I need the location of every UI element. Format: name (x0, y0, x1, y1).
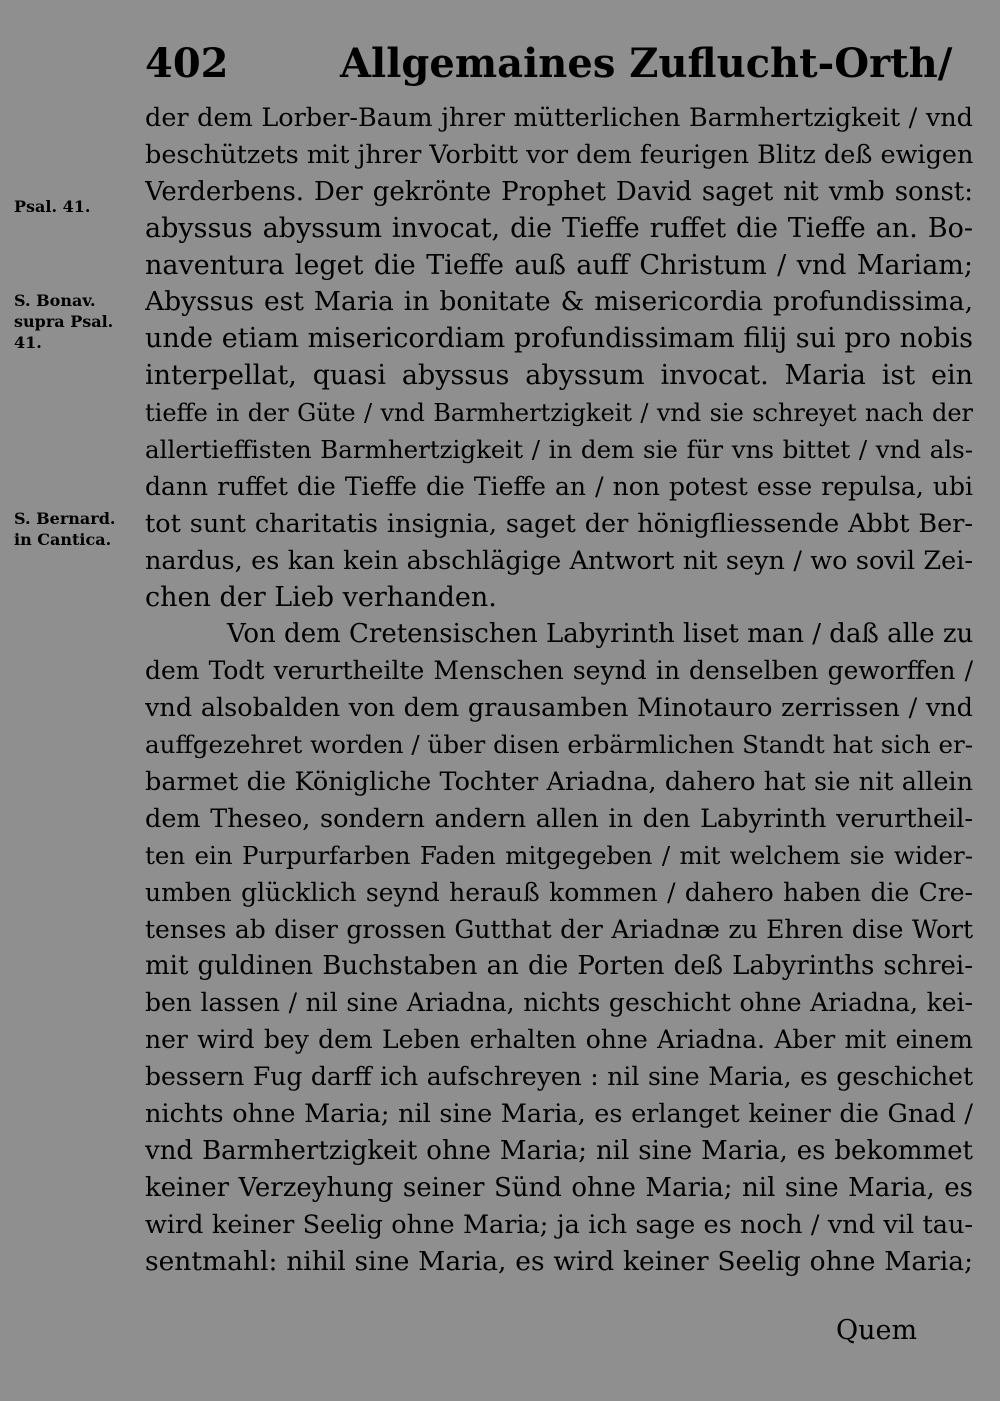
running-title: Allgemaines Zuflucht-Orth/ (340, 40, 953, 87)
text-line: keiner Verzeyhung seiner Sünd ohne Maria; nil sine Maria, es (145, 1172, 973, 1203)
text-line: ten ein Purpurfarben Faden mitgegeben / mit welchem sie wider- (145, 840, 973, 870)
text-line: umben glücklich seynd herauß kommen / dahero haben die Cre- (145, 877, 973, 907)
text-line: sentmahl: nihil sine Maria, es wird keiner Seelig ohne Maria; (145, 1245, 973, 1277)
text-line: ben lassen / nil sine Ariadna, nichts geschicht ohne Ariadna, kei- (145, 988, 973, 1018)
text-line: vnd Barmhertzigkeit ohne Maria; nil sine Maria, es bekommet (145, 1135, 973, 1166)
text-line: der dem Lorber-Baum jhrer mütterlichen Barmhertzigkeit / vnd (145, 103, 973, 133)
text-line: bessern Fug darff ich aufschreyen : nil sine Maria, es geschichet (145, 1062, 973, 1092)
text-line: allertieffisten Barmhertzigkeit / in dem sie für vns bittet / vnd als- (145, 435, 973, 465)
text-line: naventura leget die Tieffe auß auff Christum / vnd Mariam; (145, 249, 973, 281)
text-line: unde etiam misericordiam profundissimam filij sui pro nobis (145, 323, 973, 355)
text-line: tot sunt charitatis insignia, saget der hönigfliessende Abbt Ber- (145, 508, 973, 539)
catchword: Quem (836, 1315, 918, 1346)
text-line: abyssus abyssum invocat, die Tieffe ruffet die Tieffe an. Bo- (145, 212, 973, 244)
text-line: tieffe in der Güte / vnd Barmhertzigkeit / vnd sie schreyet nach der (145, 399, 973, 428)
text-line: tenses ab diser grossen Gutthat der Ariadnæ zu Ehren dise Wort (145, 914, 973, 944)
text-line: mit guldinen Buchstaben an die Porten deß Labyrinths schrei- (145, 951, 973, 982)
text-line: dem Todt verurtheilte Menschen seynd in denselben geworffen / (145, 656, 973, 686)
margin-note-bonaventura: S. Bonav. supra Psal. 41. (14, 291, 114, 352)
text-line: auffgezehret worden / über disen erbärmlichen Standt hat sich er- (145, 730, 973, 760)
page-number: 402 (145, 40, 229, 87)
text-line: vnd alsobalden von dem grausamben Minotauro zerrissen / vnd (145, 693, 973, 724)
text-line: interpellat, quasi abyssus abyssum invocat. Maria ist ein (145, 360, 973, 392)
text-line: beschützets mit jhrer Vorbitt vor dem feurigen Blitz deß ewigen (145, 139, 973, 170)
text-line: dem Theseo, sondern andern allen in den Labyrinth verurtheil- (145, 803, 973, 834)
text-line: nardus, es kan kein abschlägige Antwort nit seyn / wo sovil Zei- (145, 545, 973, 576)
text-line: barmet die Königliche Tochter Ariadna, dahero hat sie nit allein (145, 767, 973, 798)
text-line: wird keiner Seelig ohne Maria; ja ich sage es noch / vnd vil tau- (145, 1209, 973, 1240)
margin-note-psalm: Psal. 41. (14, 197, 91, 216)
text-line: ner wird bey dem Leben erhalten ohne Ariadna. Aber mit einem (145, 1025, 973, 1055)
text-line: nichts ohne Maria; nil sine Maria, es erlanget keiner die Gnad / (145, 1099, 973, 1130)
text-line: dann ruffet die Tieffe die Tieffe an / non potest esse repulsa, ubi (145, 471, 973, 501)
margin-note-bernard: S. Bernard. in Cantica. (14, 509, 116, 549)
text-line: Verderbens. Der gekrönte Prophet David saget nit vmb sonst: (145, 176, 973, 207)
text-line: Von dem Cretensischen Labyrinth liset man / daß alle zu (227, 619, 973, 650)
body-text (145, 100, 973, 1281)
text-line: chen der Lieb verhanden. (145, 581, 497, 613)
text-line: Abyssus est Maria in bonitate & misericordia profundissima, (145, 286, 973, 318)
